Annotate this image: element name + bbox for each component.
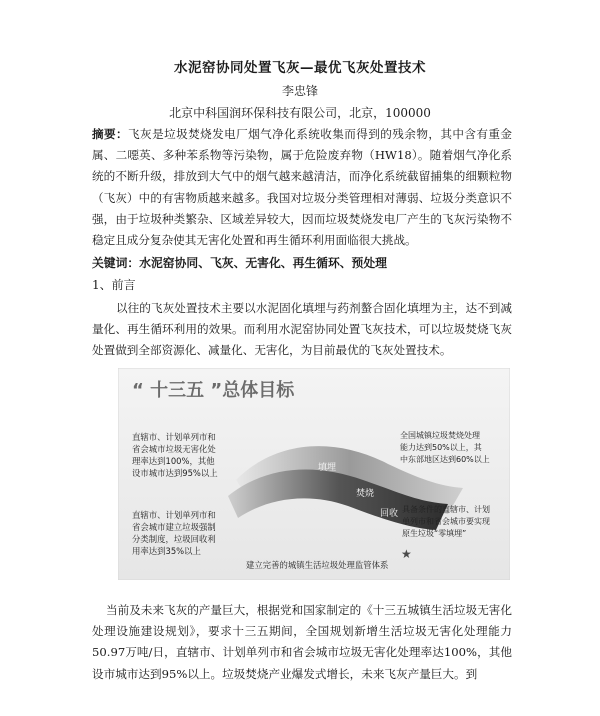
- figure-title: “ 十三五 ”总体目标: [132, 380, 295, 401]
- abstract-paragraph: [92, 124, 512, 251]
- section-heading-intro: 1、前言: [92, 278, 136, 292]
- right-bottom-line-1: 具备条件的直辖市、计划: [402, 505, 490, 514]
- right-bottom-line-2: 单列市和省会城市要实现: [402, 517, 490, 526]
- paper-title: 水泥窑协同处置飞灰—最优飞灰处置技术: [174, 60, 426, 76]
- right-bottom-line-3: 原生垃圾“零填埋”: [402, 529, 467, 538]
- wave-label-landfill: 填埋: [318, 463, 337, 473]
- figure-bottom-text: 建立完善的城镇生活垃圾处理监管体系: [246, 560, 389, 570]
- right-top-line-2: 能力达到50%以上，其: [400, 443, 482, 452]
- wave-label-incinerate: 焚烧: [356, 489, 375, 499]
- left-bottom-line-3: 分类制度，垃圾回收利: [132, 534, 216, 544]
- intro-paragraph: 以往的飞灰处置技术主要以水泥固化填埋与药剂螯合固化填埋为主，达不到减量化、再生循环利用的效果。而利用水泥窑协同处置飞灰技术，可以垃圾焚烧飞灰处置做到全部资源化、减量化、无害化，为目前最优的飞灰处置技术。: [92, 301, 512, 358]
- left-bottom-line-4: 用率达到35%以上: [132, 546, 201, 556]
- affiliation: 北京中科国润环保科技有限公司，北京，100000: [169, 106, 431, 120]
- keywords-label: 关键词：: [92, 256, 140, 270]
- abstract-label: 摘要：: [92, 127, 129, 141]
- right-top-text-block: [400, 430, 490, 464]
- right-top-line-3: 中东部地区达到60%以上: [400, 455, 490, 464]
- abstract-text: 飞灰是垃圾焚烧发电厂烟气净化系统收集而得到的残余物，其中含有重金属、二噁英、多种苯系物等污染物，属于危险废弃物（HW18）。随着烟气净化系统的不断升级，排放到大气中的烟气越来越清洁，而净化系统截留捕集的细颗粒物（飞灰）中的有害物质越来越多。我国对垃圾分类管理相对薄弱、垃圾分类意识不强，由于垃圾种类繁杂、区域差异较大，因而垃圾焚烧发电厂产生的飞灰污染物不稳定且成分复杂使其无害化处置和再生循环利用面临很大挑战。: [92, 127, 512, 248]
- author-name: 李忠锋: [281, 84, 318, 98]
- star-icon: ★: [401, 547, 412, 561]
- wave-label-recycle: 回收: [380, 509, 399, 519]
- left-top-line-3: 理率达到100%，其他: [132, 456, 215, 466]
- goals-figure-graphic: [118, 368, 510, 580]
- left-top-line-2: 省会城市垃圾无害化处: [132, 444, 216, 454]
- left-bottom-line-1: 直辖市、计划单列市和: [132, 510, 216, 520]
- left-bottom-line-2: 省会城市建立垃圾强制: [132, 522, 216, 532]
- right-top-line-1: 全国城镇垃圾焚烧处理: [400, 431, 480, 440]
- keywords-text: 水泥窑协同、飞灰、无害化、再生循环、预处理: [139, 256, 387, 270]
- keywords-line: [92, 254, 387, 271]
- goals-figure: [118, 368, 510, 580]
- left-top-line-1: 直辖市、计划单列市和: [132, 432, 216, 442]
- left-top-line-4: 设市城市达到95%以上: [132, 468, 218, 478]
- intro-paragraph-2: 当前及未来飞灰的产量巨大，根据党和国家制定的《十三五城镇生活垃圾无害化处理设施建设规划》，要求十三五期间，全国规划新增生活垃圾无害化处理能力50.97万吨/日，直辖市、计划单列市和省会城市垃圾无害化处理率达100%，其他设市城市达到95%以上。垃圾焚烧产业爆发式增长，未来飞灰产量巨大。到: [92, 603, 512, 681]
